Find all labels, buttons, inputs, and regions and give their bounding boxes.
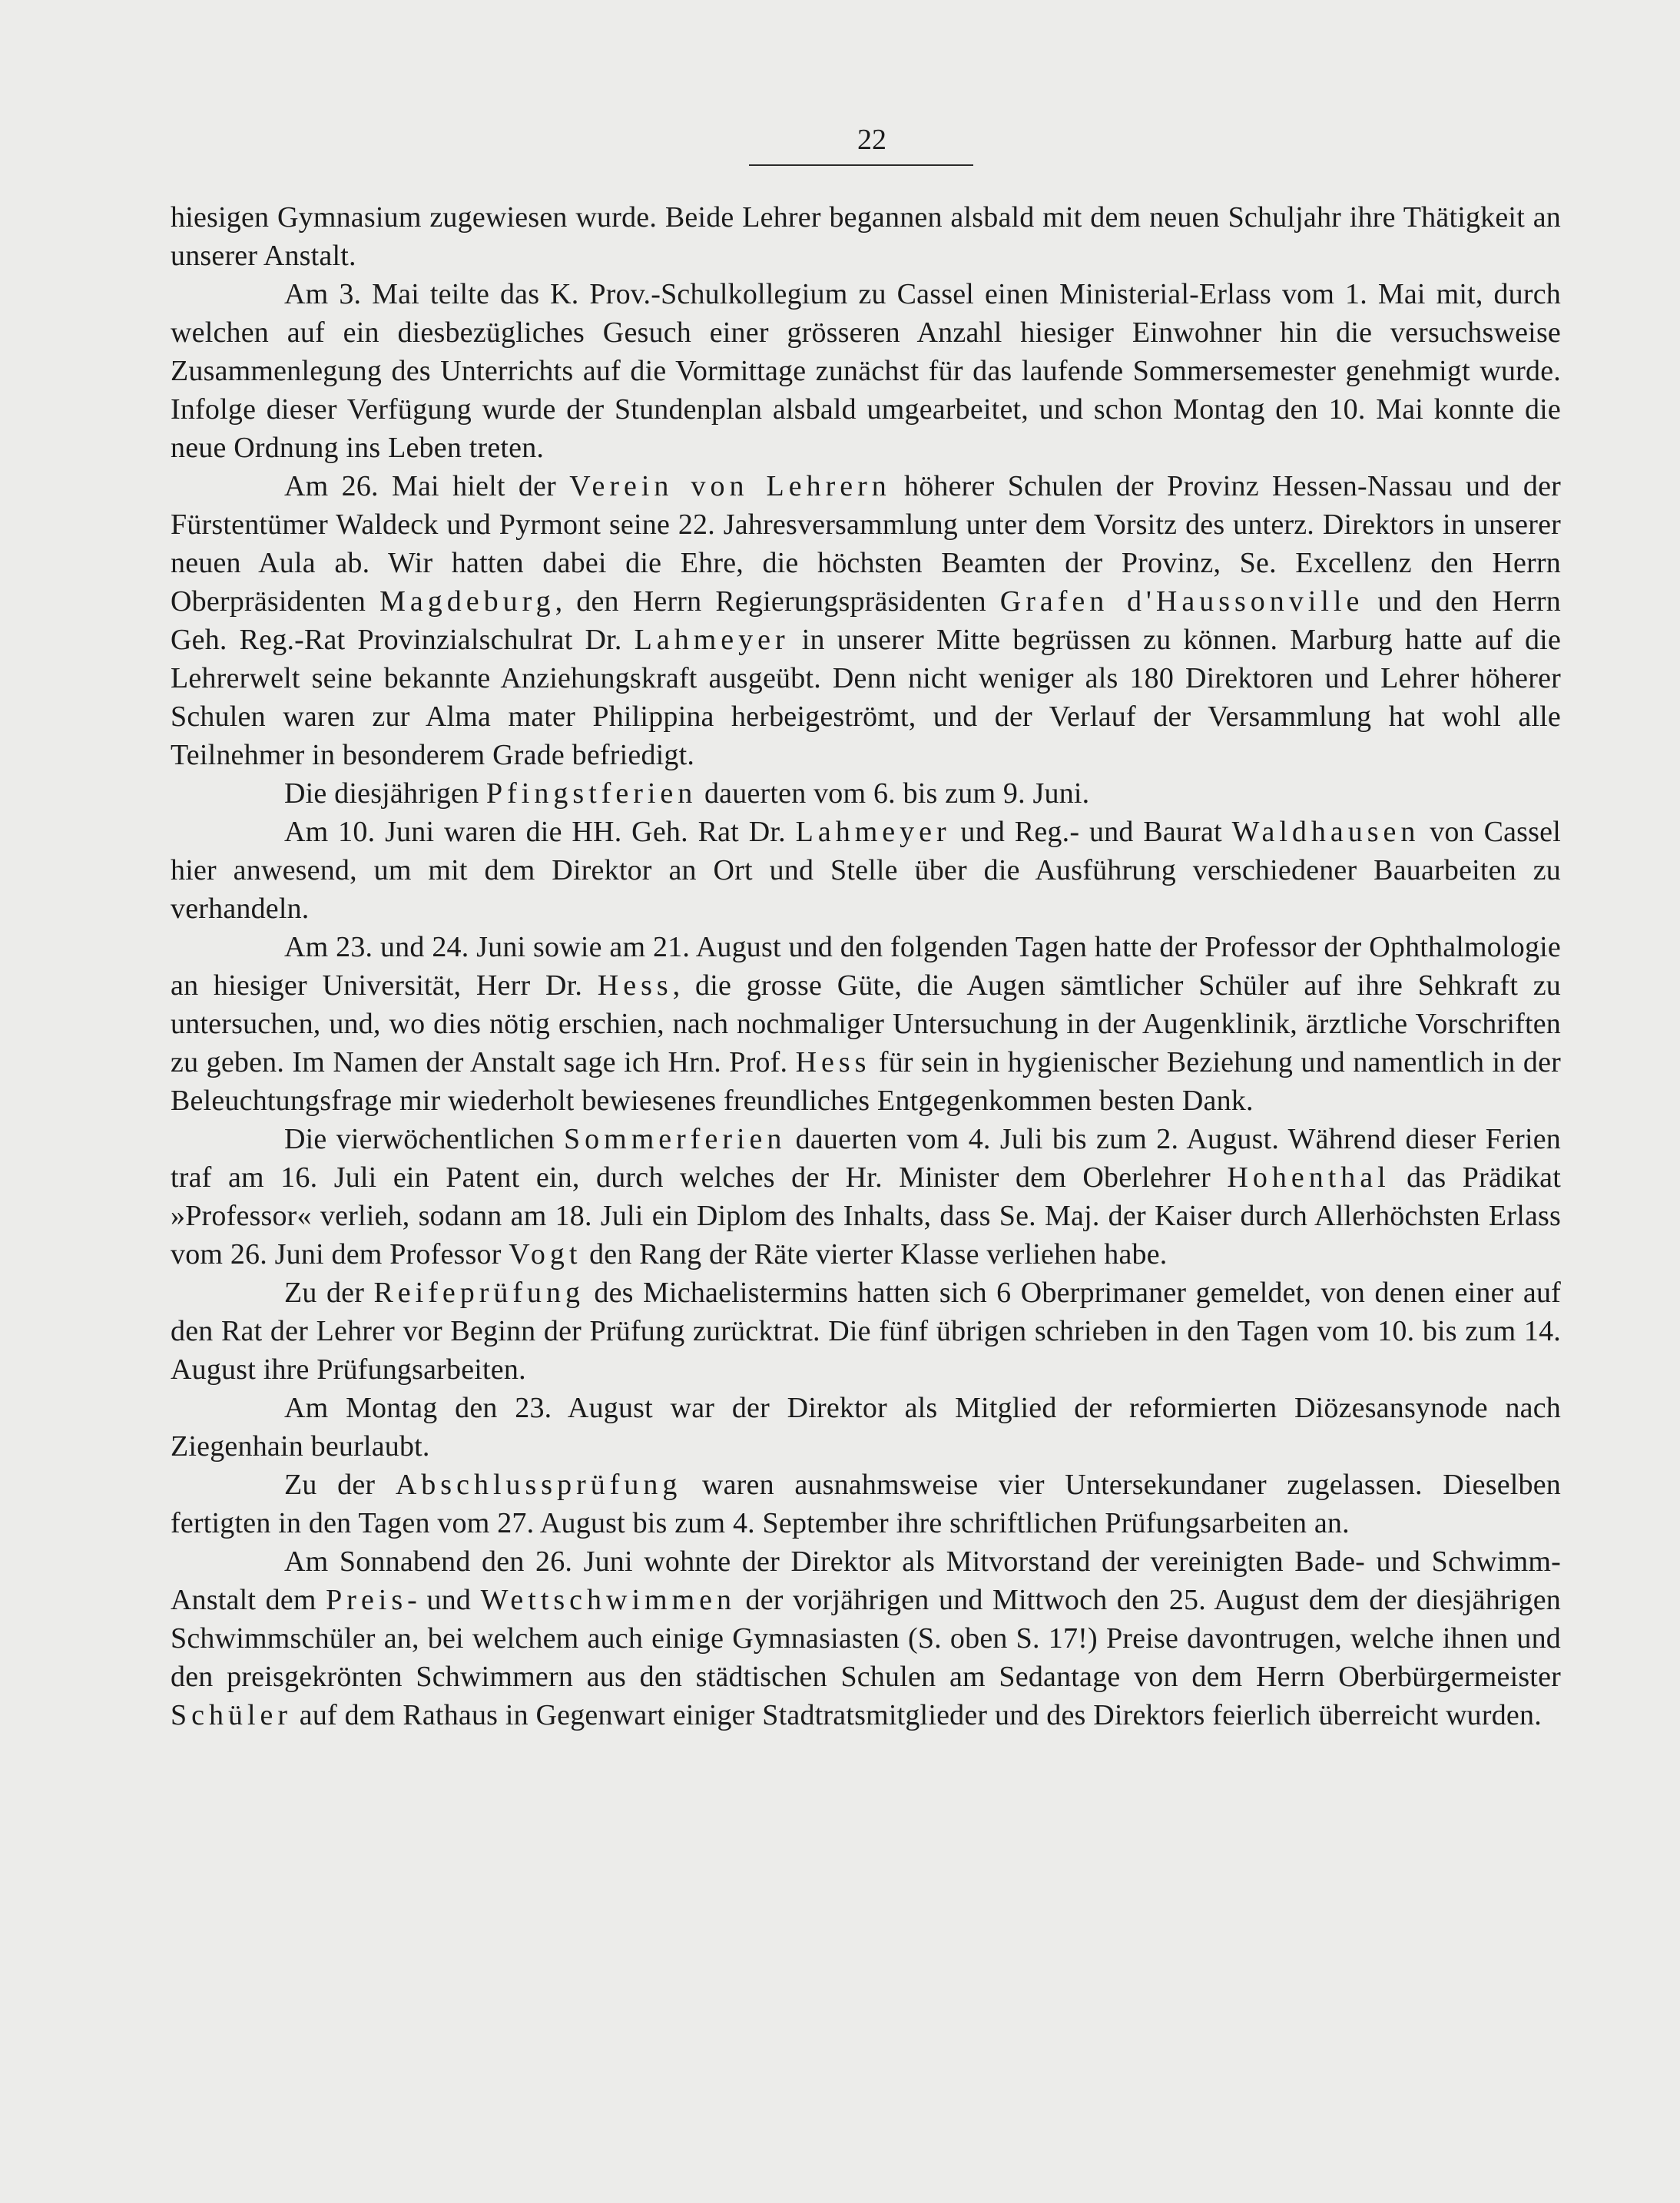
text-run: Die diesjährigen [284, 777, 486, 810]
text-run: das Prädikat »Professor« verlieh, sodann am 18. Juli ein Diplom des Inhalts, dass Se. Maj. der Kaiser durch Allerhöchsten Erlass vom 26. Juni dem Professor [171, 1161, 1562, 1270]
spaced-emphasis: Lahmeyer [634, 624, 790, 656]
paragraph [171, 275, 1561, 467]
text-run: den Rang der Räte vierter Klasse verliehen habe. [582, 1238, 1168, 1270]
text-run: Am 3. Mai teilte das K. Prov.-Schulkollegium zu Cassel einen Ministerial-Erlass vom 1. Mai mit, durch welchen auf ein diesbezügliches Gesuch einer grösseren Anzahl hiesiger Einwohner hin die versuchsweise Zusammenlegung des Unterrichts auf die Vormittage zunächst für das laufende Sommersemester genehmigt wurde. Infolge dieser Verfügung wurde der Stundenplan alsbald umgearbeitet, und schon Montag den 10. Mai konnte die neue Ordnung ins Leben treten. [171, 278, 1561, 464]
paragraph [171, 1389, 1561, 1466]
paragraph [171, 1466, 1561, 1542]
text-run: dauerten vom 4. Juli bis zum 2. August. Während dieser Ferien traf am 16. Juli ein Patent ein, durch welches der Hr. Minister dem Oberlehrer [171, 1123, 1561, 1194]
text-run: Am 26. Mai hielt der [284, 470, 570, 502]
paragraph [171, 1274, 1561, 1389]
text-run: - und [407, 1584, 481, 1616]
text-run: der vorjährigen und Mittwoch den 25. August dem der diesjährigen Schwimmschüler an, bei welchem auch einige Gymnasiasten (S. oben S. 17!) Preise davontrugen, welche ihnen und den preisgekrönten Schwimmern aus den städtischen Schulen am Sedantage von dem Herrn Oberbürgermeister [171, 1584, 1561, 1693]
text-run: Am Sonnabend den 26. Juni wohnte der Direktor als Mitvorstand der vereinigten Bade- und Schwimm-Anstalt dem [171, 1545, 1561, 1616]
paragraph [171, 198, 1561, 275]
text-run: , den Herrn Regierungspräsidenten [555, 585, 1000, 618]
spaced-emphasis: Verein von Lehrern [569, 470, 891, 502]
paragraph [171, 928, 1561, 1120]
page-number: 22 [857, 124, 886, 156]
text-run: höherer Schulen der Provinz Hessen-Nassau und der Fürstentümer Waldeck und Pyrmont seine 22. Jahresversammlung unter dem Vorsitz des unterz. Direktors in unserer neuen Aula ab. Wir hatten dabei die Ehre, die höchsten Beamten der Provinz, Se. Excellenz den Herrn Oberpräsidenten [171, 470, 1561, 618]
text-run: auf dem Rathaus in Gegenwart einiger Stadtratsmitglieder und des Direktors feierlich überreicht wurden. [292, 1699, 1542, 1731]
spaced-emphasis: Waldhausen [1231, 816, 1420, 848]
spaced-emphasis: Sommerferien [564, 1123, 787, 1155]
text-run: Die vierwöchentlichen [284, 1123, 565, 1155]
text-run: Am Montag den 23. August war der Direktor als Mitglied der reformierten Diözesansynode nach Ziegenhain beurlaubt. [171, 1392, 1561, 1463]
spaced-emphasis: Abschlussprüfung [395, 1469, 682, 1501]
header-rule [749, 164, 973, 166]
spaced-emphasis: Magdeburg [379, 585, 555, 618]
paragraph [171, 467, 1561, 774]
text-run: , die grosse Güte, die Augen sämtlicher Schüler auf ihre Sehkraft zu untersuchen, und, wo dies nötig erschien, nach nochmaliger Untersuchung in der Augenklinik, ärztliche Vorschriften zu geben. Im Namen der Anstalt sage ich Hrn. Prof. [171, 969, 1562, 1078]
paragraph [171, 1120, 1561, 1274]
text-run: für sein in hygienischer Beziehung und namentlich in der Beleuchtungsfrage mir wiederholt bewiesenes freundliches Entgegenkommen besten Dank. [171, 1046, 1561, 1117]
text-run: und den Herrn Geh. Reg.-Rat Provinzialschulrat Dr. [171, 585, 1561, 656]
spaced-emphasis: Lahmeyer [795, 816, 951, 848]
spaced-emphasis: Preis [326, 1584, 408, 1616]
spaced-emphasis: Wettschwimmen [480, 1584, 737, 1616]
text-run: dauerten vom 6. bis zum 9. Juni. [697, 777, 1090, 810]
spaced-emphasis: Hess [597, 969, 673, 1002]
spaced-emphasis: Schüler [171, 1699, 293, 1731]
spaced-emphasis: Vogt [509, 1238, 582, 1270]
text-run: Am 10. Juni waren die HH. Geh. Rat Dr. [284, 816, 796, 848]
text-run: waren ausnahmsweise vier Untersekundaner zugelassen. Dieselben fertigten in den Tagen vom 27. August bis zum 4. September ihre schriftlichen Prüfungsarbeiten an. [171, 1469, 1561, 1539]
body-text [171, 198, 1561, 1734]
text-run: Am 23. und 24. Juni sowie am 21. August und den folgenden Tagen hatte der Professor der Ophthalmologie an hiesiger Universität, Herr Dr. [171, 931, 1561, 1002]
spaced-emphasis: Hohenthal [1227, 1161, 1390, 1194]
text-run: Zu der [284, 1469, 396, 1501]
text-run: von Cassel hier anwesend, um mit dem Direktor an Ort und Stelle über die Ausführung verschiedener Bauarbeiten zu verhandeln. [171, 816, 1561, 925]
text-run: und Reg.- und Baurat [950, 816, 1232, 848]
spaced-emphasis: Grafen d'Haussonville [999, 585, 1364, 618]
spaced-emphasis: Hess [795, 1046, 871, 1078]
paragraph [171, 774, 1561, 813]
paragraph [171, 813, 1561, 928]
spaced-emphasis: Reifeprüfung [373, 1277, 585, 1309]
text-run: hiesigen Gymnasium zugewiesen wurde. Beide Lehrer begannen alsbald mit dem neuen Schuljahr ihre Thätigkeit an unserer Anstalt. [171, 201, 1561, 272]
text-run: Zu der [284, 1277, 374, 1309]
text-run: des Michaelistermins hatten sich 6 Oberprimaner gemeldet, von denen einer auf den Rat der Lehrer vor Beginn der Prüfung zurücktrat. Die fünf übrigen schrieben in den Tagen vom 10. bis zum 14. August ihre Prüfungsarbeiten. [171, 1277, 1561, 1386]
text-run: in unserer Mitte begrüssen zu können. Marburg hatte auf die Lehrerwelt seine bekannte Anziehungskraft ausgeübt. Denn nicht weniger als 180 Direktoren und Lehrer höherer Schulen waren zur Alma mater Philippina herbeigeströmt, und der Verlauf der Versammlung hat wohl alle Teilnehmer in besonderem Grade befriedigt. [171, 624, 1562, 771]
paragraph [171, 1542, 1561, 1734]
spaced-emphasis: Pfingstferien [485, 777, 698, 810]
